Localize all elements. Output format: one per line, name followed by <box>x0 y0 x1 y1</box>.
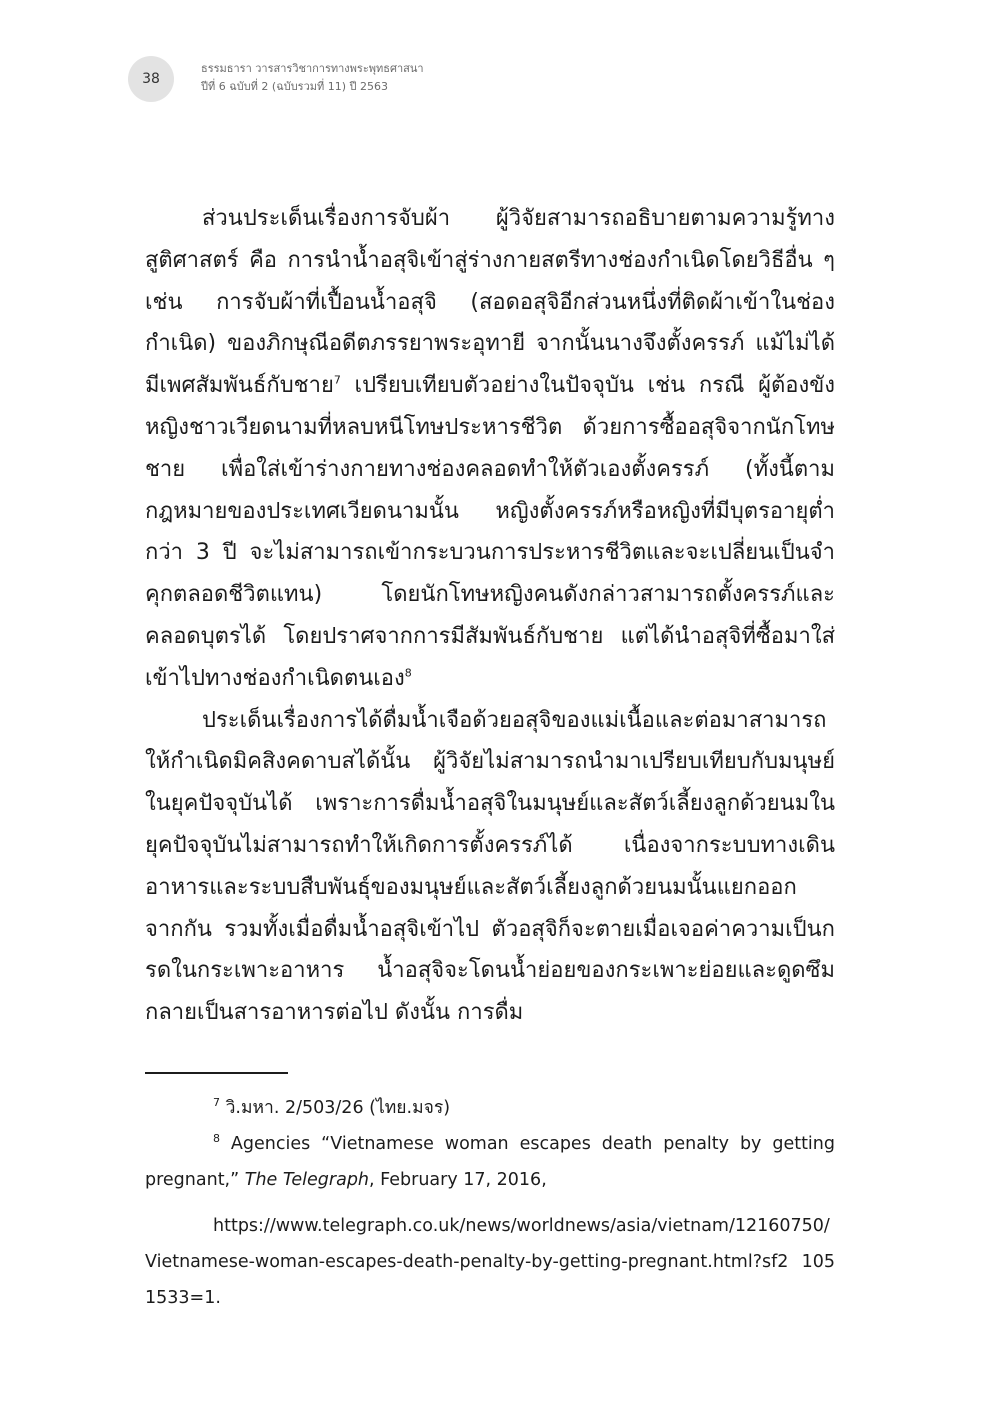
footnote-7-number: 7 <box>213 1096 220 1110</box>
journal-info <box>201 60 531 96</box>
footnote-7-text: วิ.มหา. 2/503/26 (ไทย.มจร) <box>220 1098 451 1118</box>
footnote-ref-7: 7 <box>333 373 341 387</box>
footnote-8-date: , February 17, 2016, <box>369 1170 547 1190</box>
footnote-separator <box>145 1072 288 1074</box>
footnote-8-number: 8 <box>213 1132 220 1146</box>
footnotes <box>145 1090 835 1316</box>
paragraph-1-text: ส่วนประเด็นเรื่องการจับผ้า ผู้วิจัยสามารถอธิบายตามความรู้ทางสูติศาสตร์ คือ การนำน้ำอสุจิเข้าสู่ร่างกายสตรีทางช่องกำเนิดโดยวิธีอื่น ๆ เช่น การจับผ้าที่เปื้อนน้ำอสุจิ (สอดอสุจิอีกส่วนหนึ่งที่ติดผ้าเข้าในช่องกำเนิด) ของภิกษุณีอดีตภรรยาพระอุทายี จากนั้นนางจึงตั้งครรภ์ แม้ไม่ได้มีเพศสัมพันธ์กับชาย <box>145 206 835 399</box>
footnote-7 <box>145 1090 835 1126</box>
journal-name: ธรรมธารา วารสารวิชาการทางพระพุทธศาสนา <box>201 62 424 75</box>
footnote-8-url[interactable]: https://www.telegraph.co.uk/news/worldnews/asia/vietnam/12160750/Vietnamese-woman-escapes-death-penalty-by-getting-pregnant.html?sf2 1051533=1. <box>145 1216 835 1308</box>
footnote-8-text: Agencies “Vietnamese woman escapes death penalty by getting pregnant,” <box>145 1134 835 1190</box>
body-text <box>145 198 835 1034</box>
footnote-8-publication: The Telegraph <box>244 1170 370 1190</box>
page-number-badge: 38 <box>128 56 174 102</box>
journal-issue: ปีที่ 6 ฉบับที่ 2 (ฉบับรวมที่ 11) ปี 2563 <box>201 80 389 93</box>
footnote-8 <box>145 1126 835 1198</box>
paragraph-2: ประเด็นเรื่องการได้ดื่มน้ำเจือด้วยอสุจิของแม่เนื้อและต่อมาสามารถให้กำเนิดมิคสิงคดาบสได้นั้น ผู้วิจัยไม่สามารถนำมาเปรียบเทียบกับมนุษย์ในยุคปัจจุบันได้ เพราะการดื่มน้ำอสุจิในมนุษย์และสัตว์เลี้ยงลูกด้วยนมในยุคปัจจุบันไม่สามารถทำให้เกิดการตั้งครรภ์ได้ เนื่องจากระบบทางเดินอาหารและระบบสืบพันธุ์ของมนุษย์และสัตว์เลี้ยงลูกด้วยนมนั้นแยกออกจากกัน รวมทั้งเมื่อดื่มน้ำอสุจิเข้าไป ตัวอสุจิก็จะตายเมื่อเจอค่าความเป็นกรดในกระเพาะอาหาร น้ำอสุจิจะโดนน้ำย่อยของกระเพาะย่อยและดูดซึมกลายเป็นสารอาหารต่อไป ดังนั้น การดื่ม <box>145 707 835 1026</box>
paragraph-1 <box>145 198 835 700</box>
footnote-ref-8: 8 <box>404 666 412 680</box>
paragraph-1-text-continued: เปรียบเทียบตัวอย่างในปัจจุบัน เช่น กรณี ผู้ต้องขังหญิงชาวเวียดนามที่หลบหนีโทษประหารชีวิต ด้วยการซื้ออสุจิจากนักโทษชาย เพื่อใส่เข้าร่างกายทางช่องคลอดทำให้ตัวเองตั้งครรภ์ (ทั้งนี้ตามกฎหมายของประเทศเวียดนามนั้น หญิงตั้งครรภ์หรือหญิงที่มีบุตรอายุต่ำกว่า 3 ปี จะไม่สามารถเข้ากระบวนการประหารชีวิตและจะเปลี่ยนเป็นจำคุกตลอดชีวิตแทน) โดยนักโทษหญิงคนดังกล่าวสามารถตั้งครรภ์และคลอดบุตรได้ โดยปราศจากการมีสัมพันธ์กับชาย แต่ได้นำอสุจิที่ซื้อมาใส่เข้าไปทางช่องกำเนิดตนเอง <box>145 373 835 691</box>
